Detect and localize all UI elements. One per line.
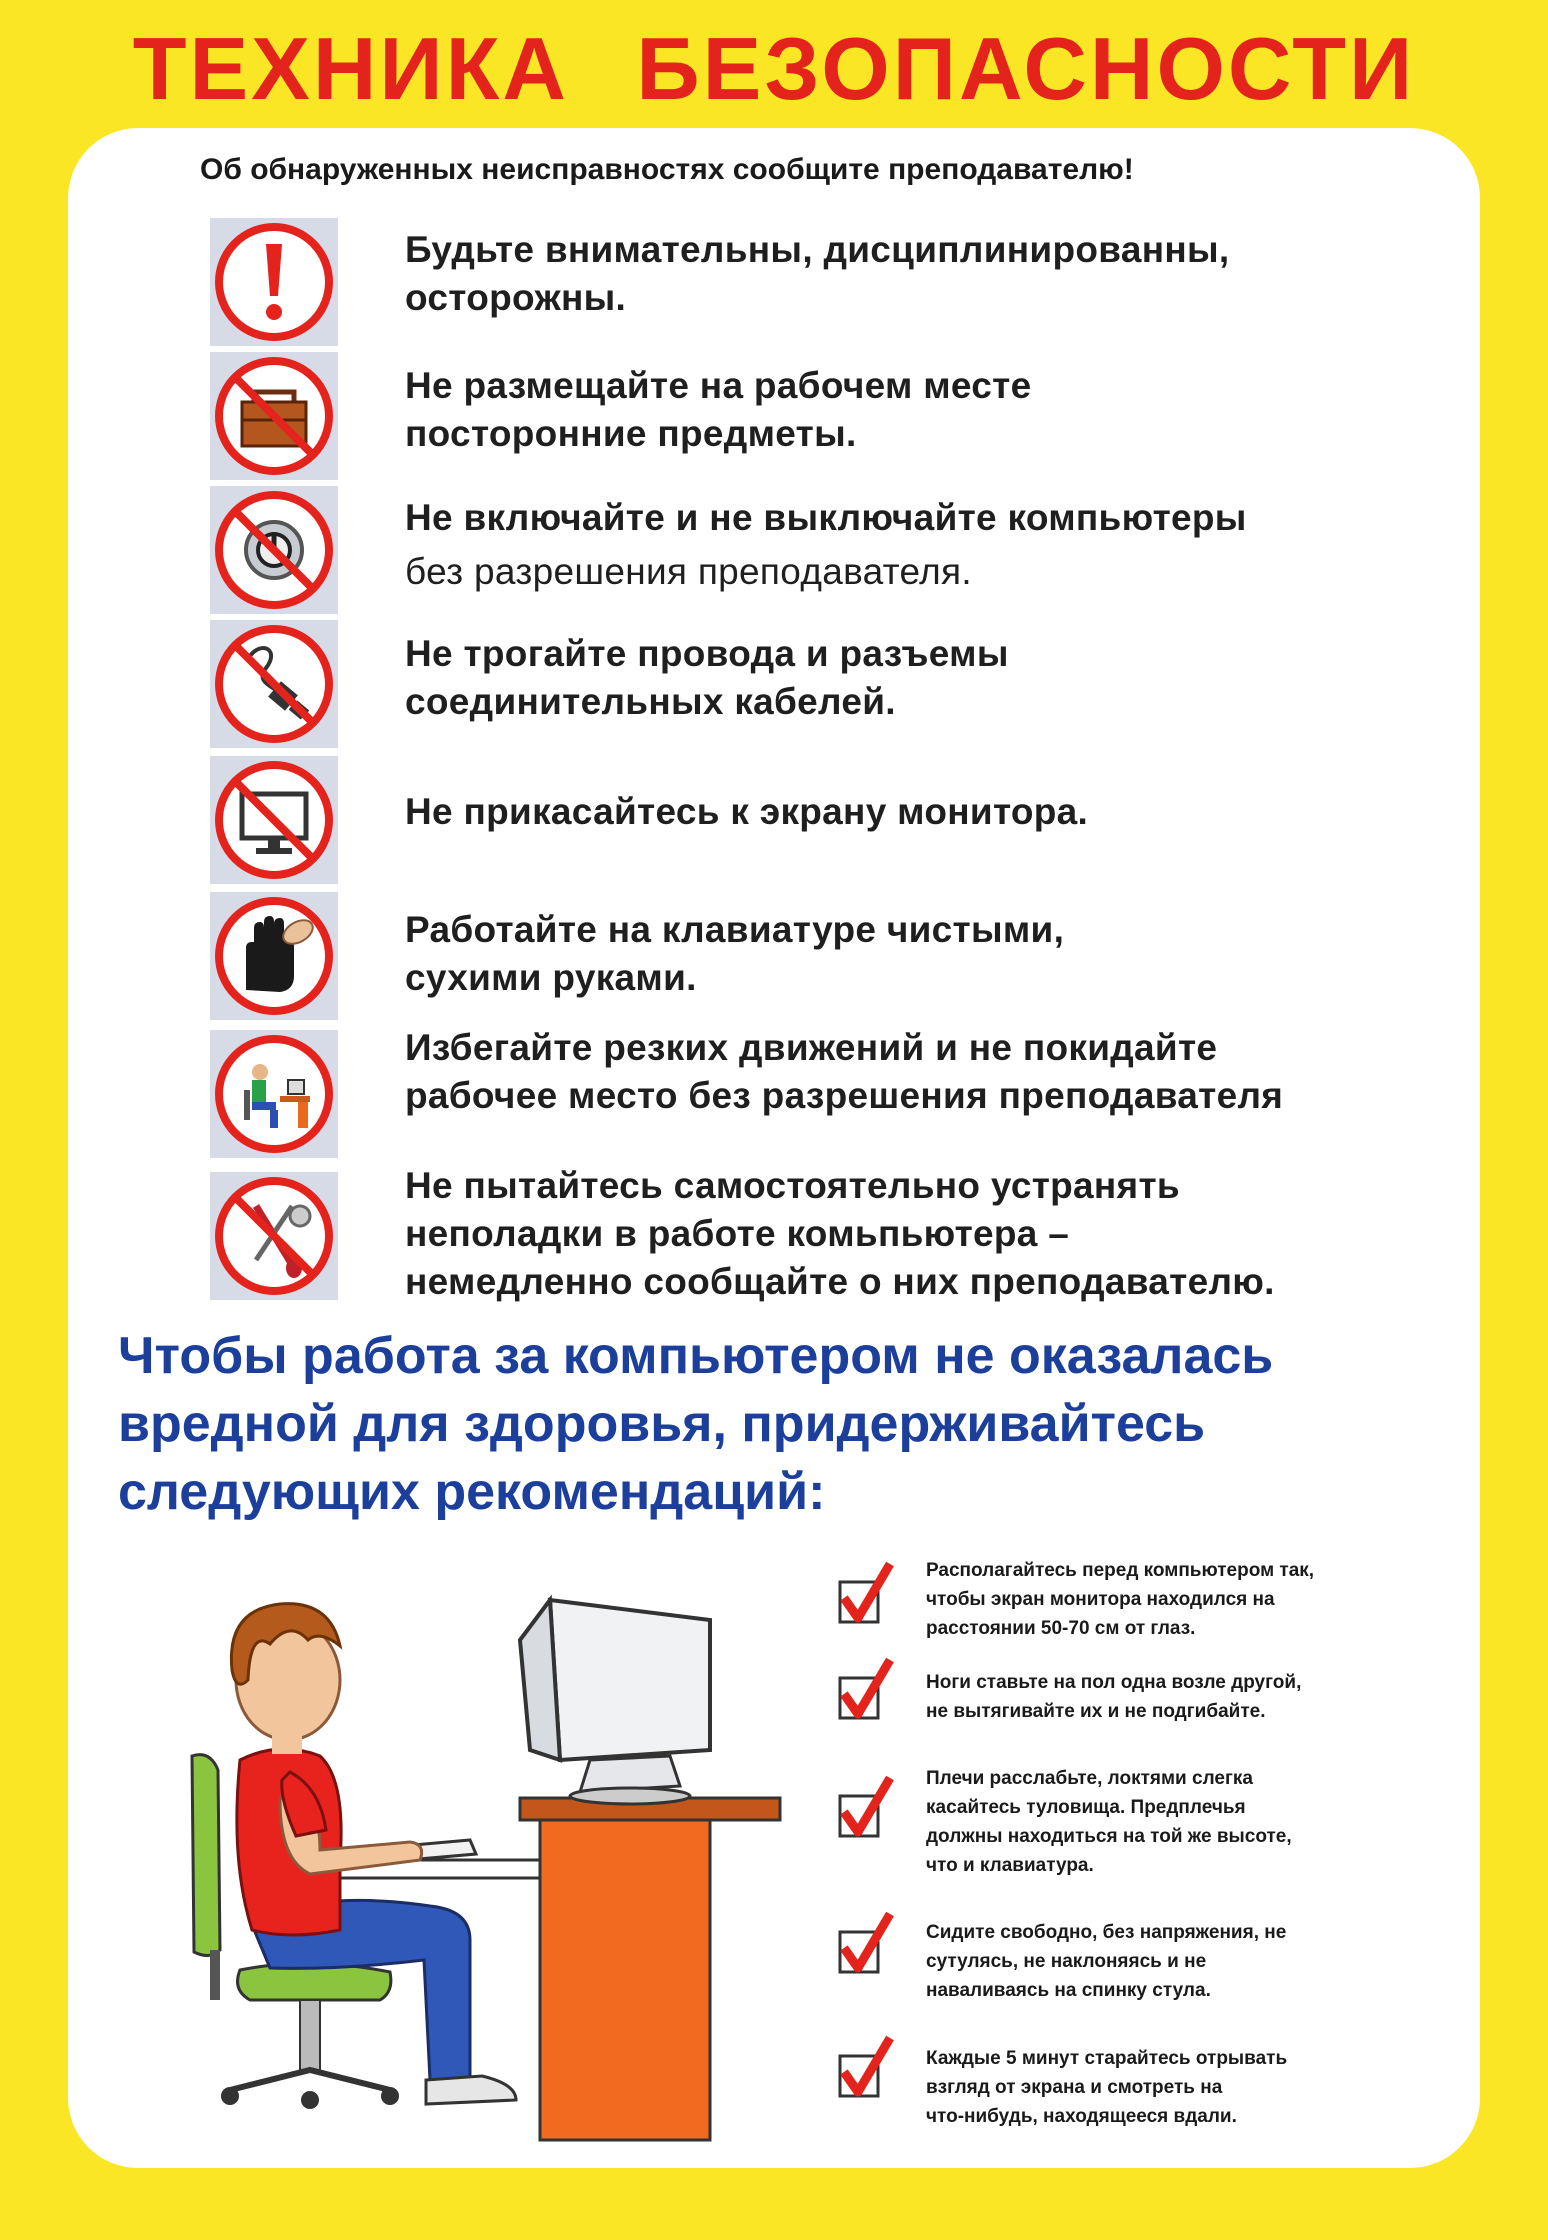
rule-line: немедленно сообщайте о них преподавателю. [405,1261,1275,1302]
recommendation-line: что и клавиатура. [926,1855,1094,1876]
recommendation-line: чтобы экран монитора находился на [926,1589,1275,1610]
rule-line: Будьте внимательны, дисциплинированны, [405,229,1230,270]
recommendation-line: Плечи расслабьте, локтями слегка [926,1768,1253,1789]
recommendations-headline [118,1322,1448,1526]
clean-hand-icon [210,892,338,1020]
recommendation-item [926,1556,1446,1643]
recommendation-item [926,1764,1446,1880]
rule-line: Не прикасайтесь к экрану монитора. [405,791,1089,832]
recommendation-line: взгляд от экрана и смотреть на [926,2077,1223,2098]
recommendation-line: сутулясь, не наклоняясь и не [926,1951,1207,1972]
rule-item [405,362,1465,458]
rule-item [405,494,1465,596]
rule-line: Не пытайтесь самостоятельно устранять [405,1165,1180,1206]
rule-line: посторонние предметы. [405,413,857,454]
rule-line: Не включайте и не выключайте компьютеры [405,497,1247,538]
no-power-button-icon [210,486,338,614]
rule-item [405,630,1465,726]
rule-line: сухими руками. [405,957,697,998]
rule-item [405,1162,1465,1306]
rule-item [405,788,1465,836]
checkmark-icon [836,1560,896,1630]
no-briefcase-icon [210,352,338,480]
recommendation-line: что-нибудь, находящееся вдали. [926,2106,1237,2127]
rule-line: осторожны. [405,277,627,318]
recommendation-line: Располагайтесь перед компьютером так, [926,1560,1315,1581]
rule-line: без разрешения преподавателя. [405,551,972,592]
rule-line: Избегайте резких движений и не покидайте [405,1027,1218,1068]
checkmark-icon [836,1774,896,1844]
headline-line: Чтобы работа за компьютером не оказалась [118,1327,1274,1385]
rule-line: соединительных кабелей. [405,681,896,722]
headline-line: следующих рекомендаций: [118,1463,826,1521]
no-plug-icon [210,620,338,748]
no-monitor-touch-icon [210,756,338,884]
notice-text: Об обнаруженных неисправностях сообщите преподавателю! [200,153,1134,186]
rule-line: Не трогайте провода и разъемы [405,633,1009,674]
rule-line: Не размещайте на рабочем месте [405,365,1032,406]
rule-item [405,906,1465,1002]
recommendation-line: наваливаясь на спинку стула. [926,1980,1211,2001]
rule-line: Работайте на клавиатуре чистыми, [405,909,1065,950]
no-tools-icon [210,1172,338,1300]
recommendation-item [926,1668,1446,1726]
checkmark-icon [836,1656,896,1726]
recommendation-line: Каждые 5 минут старайтесь отрывать [926,2048,1288,2069]
recommendation-line: касайтесь туловища. Предплечья [926,1797,1246,1818]
person-at-desk-icon [210,1030,338,1158]
exclamation-icon [210,218,338,346]
recommendation-item [926,2044,1446,2131]
recommendation-line: Ноги ставьте на пол одна возле другой, [926,1672,1302,1693]
rule-line: рабочее место без разрешения преподавателя [405,1075,1284,1116]
recommendation-line: не вытягивайте их и не подгибайте. [926,1701,1266,1722]
poster-title: ТЕХНИКА БЕЗОПАСНОСТИ [132,19,1416,118]
rule-line: неполадки в работе комьпьютера – [405,1213,1070,1254]
rule-item [405,226,1465,322]
recommendation-line: Сидите свободно, без напряжения, не [926,1922,1287,1943]
checkmark-icon [836,2034,896,2104]
checkmark-icon [836,1910,896,1980]
recommendation-line: расстоянии 50-70 см от глаз. [926,1618,1196,1639]
headline-line: вредной для здоровья, придерживайтесь [118,1395,1206,1453]
person-at-computer-illustration [170,1560,790,2160]
recommendation-line: должны находиться на той же высоте, [926,1826,1292,1847]
rule-item [405,1024,1465,1120]
recommendation-item [926,1918,1446,2005]
